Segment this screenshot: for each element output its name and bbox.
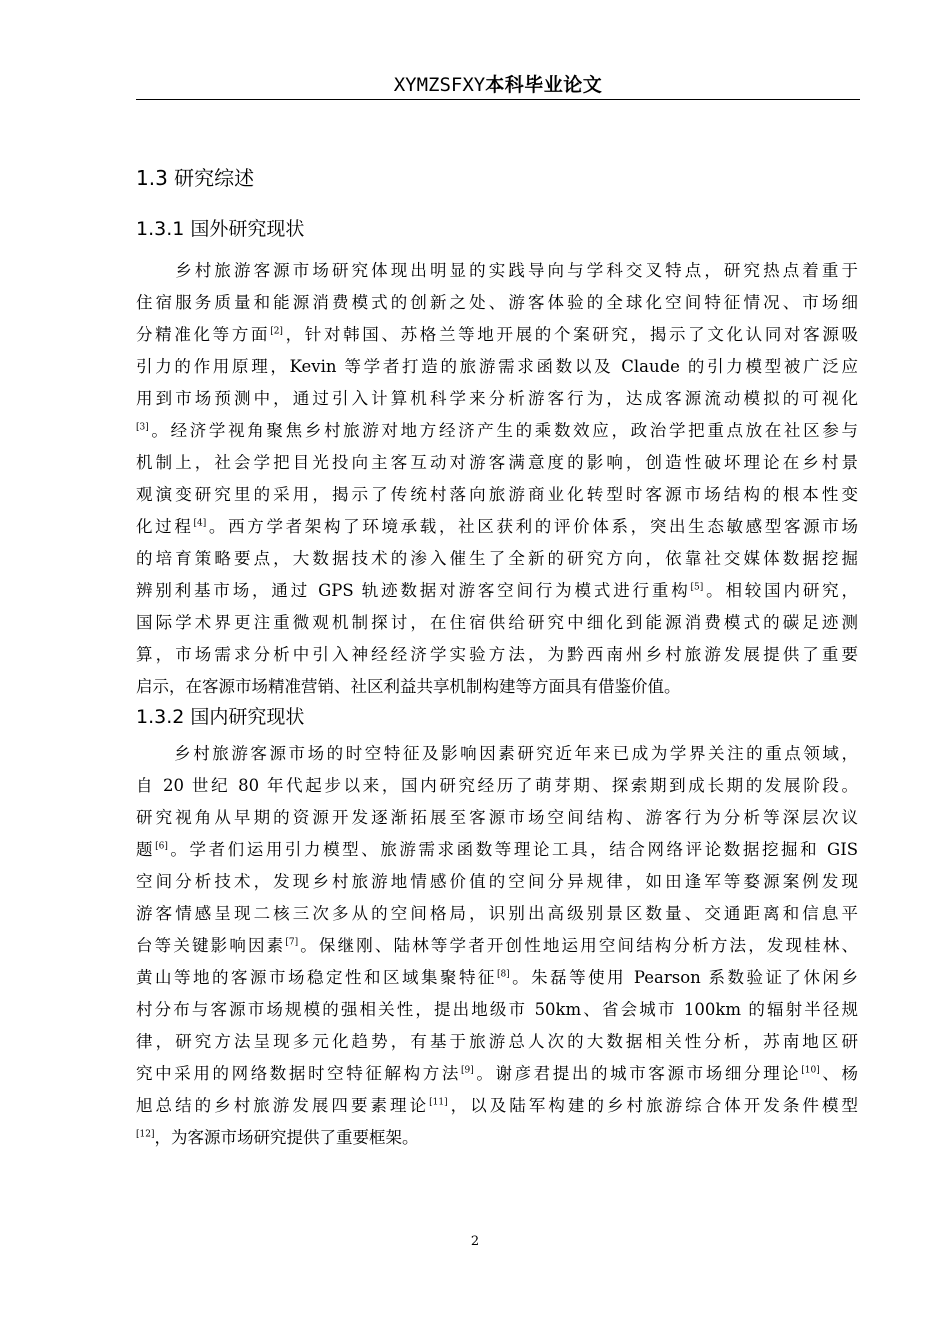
text-run: 。保继刚、陆林等学者开创性地运用空间结构分析方法，发现桂林、: [298, 936, 858, 955]
text-run: 台等关键影响因素: [136, 936, 286, 955]
text-run: 乡村旅游客源市场的时空特征及影响因素研究近年来已成为学界关注的重点领域，: [136, 744, 858, 763]
text-run: ，以及陆军构建的乡村旅游综合体开发条件模型: [447, 1096, 858, 1115]
citation-ref: [6]: [155, 841, 168, 852]
text-run: 住宿服务质量和能源消费模式的创新之处、游客体验的全球化空间特征情况、市场细: [136, 293, 858, 312]
text-line: [136, 802, 858, 834]
text-line: [136, 415, 858, 447]
text-run: 的培育策略要点，大数据技术的渗入催生了全新的研究方向，依靠社交媒体数据挖掘: [136, 549, 858, 568]
citation-ref: [2]: [270, 326, 283, 337]
text-line: [136, 511, 858, 543]
text-run: 。朱磊等使用 Pearson 系数验证了休闲乡: [509, 968, 858, 987]
text-line: [136, 639, 858, 671]
text-run: 村分布与客源市场规模的强相关性，提出地级市 50km、省会城市 100km 的辐射半径规: [136, 1000, 858, 1019]
text-line: [136, 1026, 858, 1058]
text-line: [136, 898, 858, 930]
text-run: 辨别利基市场，通过 GPS 轨迹数据对游客空间行为模式进行重构: [136, 581, 691, 600]
text-line: [136, 543, 858, 575]
text-line: [136, 994, 858, 1026]
text-run: 乡村旅游客源市场研究体现出明显的实践导向与学科交叉特点，研究热点着重于: [136, 261, 858, 280]
text-run: 分精准化等方面: [136, 325, 271, 344]
text-run: 律，研究方法呈现多元化趋势，有基于旅游总人次的大数据相关性分析，苏南地区研: [136, 1032, 858, 1051]
text-line: [136, 866, 858, 898]
text-line: [136, 479, 858, 511]
header-code: XYMZSFXY: [393, 74, 486, 96]
section-heading-1-3-2: 1.3.2 国内研究现状: [136, 706, 305, 728]
text-run: ，为客源市场研究提供了重要框架。: [154, 1128, 419, 1147]
text-line: [136, 1090, 858, 1122]
page-header: [136, 70, 860, 97]
text-run: 研究视角从早期的资源开发逐渐拓展至客源市场空间结构、游客行为分析等深层次议: [136, 808, 858, 827]
citation-ref: [7]: [285, 937, 299, 948]
citation-ref: [12]: [136, 1129, 155, 1140]
citation-ref: [3]: [136, 422, 149, 433]
text-run: 启示，在客源市场精准营销、社区利益共享机制构建等方面具有借鉴价值。: [136, 677, 681, 696]
text-run: 。经济学视角聚焦乡村旅游对地方经济产生的乘数效应，政治学把重点放在社区参与: [148, 421, 858, 440]
text-line: [136, 738, 858, 770]
text-run: 。西方学者架构了环境承载，社区获利的评价体系，突出生态敏感型客源市场: [206, 517, 858, 536]
text-run: 算，市场需求分析中引入神经经济学实验方法，为黔西南州乡村旅游发展提供了重要: [136, 645, 858, 664]
text-line: [136, 930, 858, 962]
text-line: [136, 607, 858, 639]
text-run: 。相较国内研究，: [703, 581, 858, 600]
paragraph-foreign-research: [136, 255, 858, 703]
text-line: [136, 834, 858, 866]
text-run: 游客情感呈现二核三次多从的空间格局，识别出高级别景区数量、交通距离和信息平: [136, 904, 858, 923]
citation-ref: [11]: [429, 1097, 448, 1108]
text-line: [136, 319, 858, 351]
section-heading-1-3: 1.3 研究综述: [136, 166, 255, 190]
text-run: 化过程: [136, 517, 194, 536]
text-run: 旭总结的乡村旅游发展四要素理论: [136, 1096, 430, 1115]
text-run: 自 20 世纪 80 年代起步以来，国内研究经历了萌芽期、探索期到成长期的发展阶段。: [136, 776, 858, 795]
text-run: 。学者们运用引力模型、旅游需求函数等理论工具，结合网络评论数据挖掘和 GIS: [167, 840, 858, 859]
header-title: 本科毕业论文: [485, 74, 603, 96]
citation-ref: [9]: [460, 1065, 474, 1076]
text-line: [136, 287, 858, 319]
text-line: [136, 447, 858, 479]
text-run: 引力的作用原理，Kevin 等学者打造的旅游需求函数以及 Claude 的引力模型被广泛应: [136, 357, 858, 376]
text-line: [136, 351, 858, 383]
text-run: 黄山等地的客源市场稳定性和区域集聚特征: [136, 968, 497, 987]
text-run: 、杨: [819, 1064, 858, 1083]
paragraph-domestic-research: [136, 738, 858, 1154]
text-run: 用到市场预测中，通过引入计算机科学来分析游客行为，达成客源流动模拟的可视化: [136, 389, 858, 408]
text-line: [136, 671, 858, 703]
text-line: [136, 383, 858, 415]
text-run: 题: [136, 840, 156, 859]
header-rule: [136, 99, 860, 100]
text-line: [136, 1058, 858, 1090]
page-number: 2: [470, 1234, 480, 1249]
text-run: 机制上，社会学把目光投向主客互动对游客满意度的影响，创造性破坏理论在乡村景: [136, 453, 858, 472]
text-run: ，针对韩国、苏格兰等地开展的个案研究，揭示了文化认同对客源吸: [282, 325, 858, 344]
citation-ref: [10]: [801, 1065, 820, 1076]
section-heading-1-3-1: 1.3.1 国外研究现状: [136, 218, 305, 240]
text-run: 究中采用的网络数据时空特征解构方法: [136, 1064, 461, 1083]
text-line: [136, 962, 858, 994]
text-line: [136, 255, 858, 287]
text-run: 国际学术界更注重微观机制探讨，在住宿供给研究中细化到能源消费模式的碳足迹测: [136, 613, 858, 632]
text-run: 空间分析技术，发现乡村旅游地情感价值的空间分异规律，如田逢军等婺源案例发现: [136, 872, 858, 891]
text-run: 观演变研究里的采用，揭示了传统村落向旅游商业化转型时客源市场结构的根本性变: [136, 485, 858, 504]
text-line: [136, 1122, 858, 1154]
text-line: [136, 575, 858, 607]
text-line: [136, 770, 858, 802]
citation-ref: [5]: [690, 582, 704, 593]
citation-ref: [4]: [193, 518, 207, 529]
citation-ref: [8]: [496, 969, 510, 980]
text-run: 。谢彦君提出的城市客源市场细分理论: [473, 1064, 802, 1083]
